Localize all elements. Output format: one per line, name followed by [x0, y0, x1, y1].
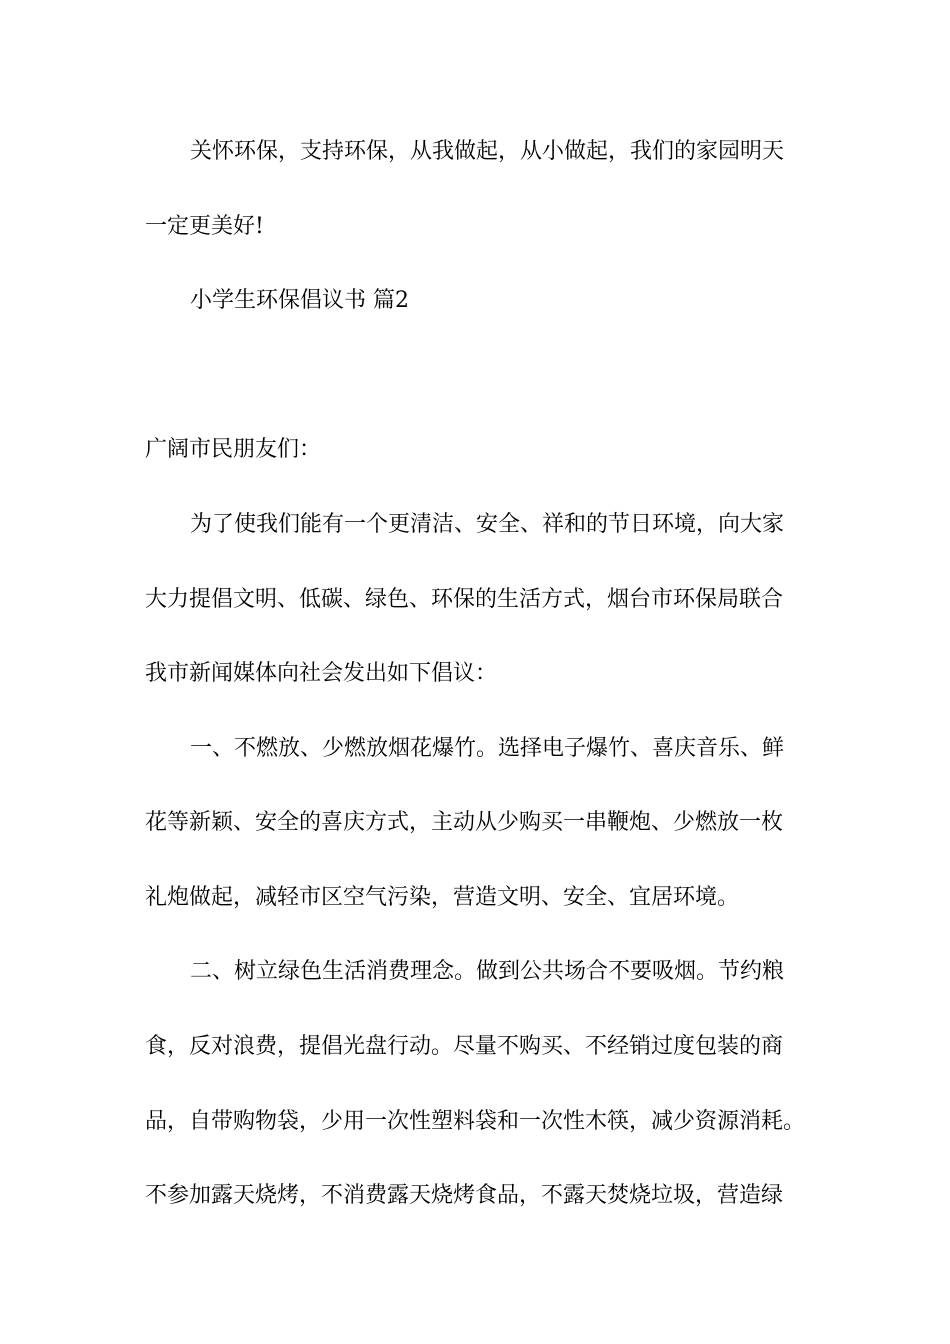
- paragraph-line: 一、不燃放、少燃放烟花爆竹。选择电子爆竹、喜庆音乐、鲜: [190, 736, 785, 761]
- paragraph-line: 礼炮做起，减轻市区空气污染，营造文明、安全、宜居环境。: [145, 885, 740, 910]
- paragraph-line: 一定更美好!: [145, 214, 264, 239]
- paragraph-line: 为了使我们能有一个更清洁、安全、祥和的节日环境，向大家: [190, 512, 785, 537]
- paragraph-line: 关怀环保，支持环保，从我做起，从小做起，我们的家园明天: [190, 139, 785, 164]
- salutation: 广阔市民朋友们：: [145, 437, 322, 462]
- paragraph-line: 大力提倡文明、低碳、绿色、环保的生活方式，烟台市环保局联合: [145, 587, 784, 612]
- paragraph-line: 二、树立绿色生活消费理念。做到公共场合不要吸烟。节约粮: [190, 959, 785, 984]
- paragraph-line: 品，自带购物袋，少用一次性塑料袋和一次性木筷，减少资源消耗。: [145, 1109, 806, 1134]
- paragraph-line: 花等新颖、安全的喜庆方式，主动从少购买一串鞭炮、少燃放一枚: [145, 810, 784, 835]
- paragraph-line: 不参加露天烧烤，不消费露天烧烤食品，不露天焚烧垃圾，营造绿: [145, 1183, 784, 1208]
- section-heading: 小学生环保倡议书 篇2: [190, 288, 409, 313]
- paragraph-line: 我市新闻媒体向社会发出如下倡议：: [145, 661, 498, 686]
- paragraph-line: 食，反对浪费，提倡光盘行动。尽量不购买、不经销过度包装的商: [145, 1034, 784, 1059]
